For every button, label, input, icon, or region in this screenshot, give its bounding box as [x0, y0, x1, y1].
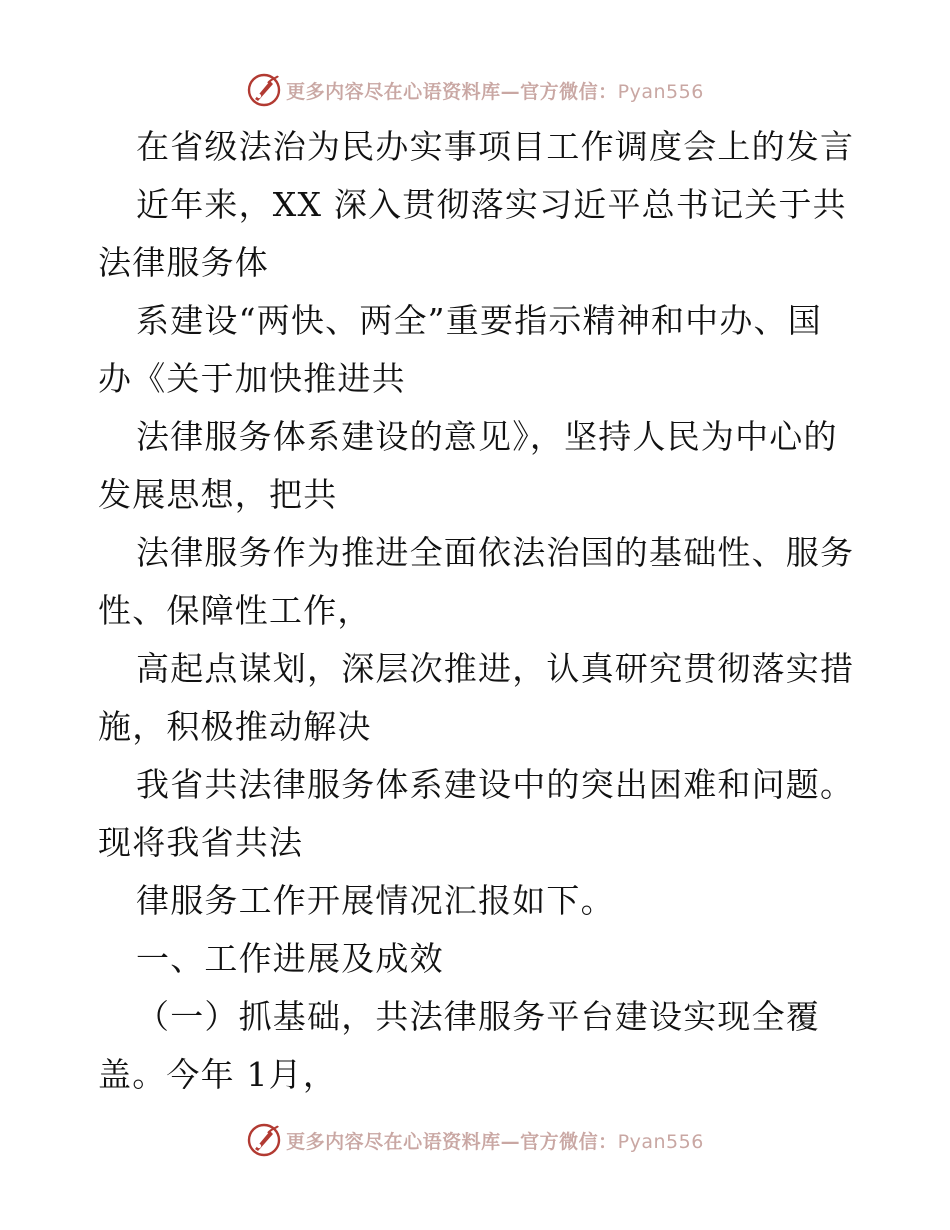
- text-line: 高起点谋划，深层次推进，认真研究贯彻落实措: [136, 649, 855, 688]
- watermark-wechat-id: Pyan556: [617, 80, 704, 103]
- watermark-text: 更多内容尽在心语资料库—官方微信：Pyan556: [286, 80, 704, 103]
- text-line: 近年来，XX 深入贯彻落实习近平总书记关于共: [136, 185, 847, 224]
- quill-logo-icon: [246, 72, 282, 108]
- text-line: （一）抓基础，共法律服务平台建设实现全覆: [136, 997, 820, 1036]
- footer-watermark: [0, 1120, 950, 1160]
- text-line: 盖。今年 1月，: [98, 1055, 338, 1094]
- header-watermark: [0, 70, 950, 110]
- text-line: 一、工作进展及成效: [136, 939, 444, 978]
- text-line: 法律服务体系建设的意见》，坚持人民为中心的: [136, 417, 838, 456]
- text-line: 律服务工作开展情况汇报如下。: [136, 881, 615, 920]
- text-line: 现将我省共法: [98, 823, 304, 862]
- text-line: 施，积极推动解决: [98, 707, 372, 746]
- text-line: 我省共法律服务体系建设中的突出困难和问题。: [136, 765, 855, 804]
- text-line: 发展思想，把共: [98, 475, 338, 514]
- text-line: 法律服务体: [98, 243, 269, 282]
- text-line: 系建设“两快、两全”重要指示精神和中办、国: [136, 301, 822, 340]
- quill-logo-icon: [246, 1122, 282, 1158]
- text-line: 在省级法治为民办实事项目工作调度会上的发言: [136, 127, 855, 166]
- text-line: 办《关于加快推进共: [98, 359, 406, 398]
- text-line: 法律服务作为推进全面依法治国的基础性、服务: [136, 533, 855, 572]
- watermark-text: 更多内容尽在心语资料库—官方微信：Pyan556: [286, 1130, 704, 1153]
- watermark-wechat-id: Pyan556: [617, 1130, 704, 1153]
- document-body: [98, 118, 858, 1104]
- text-line: 性、保障性工作，: [98, 591, 372, 630]
